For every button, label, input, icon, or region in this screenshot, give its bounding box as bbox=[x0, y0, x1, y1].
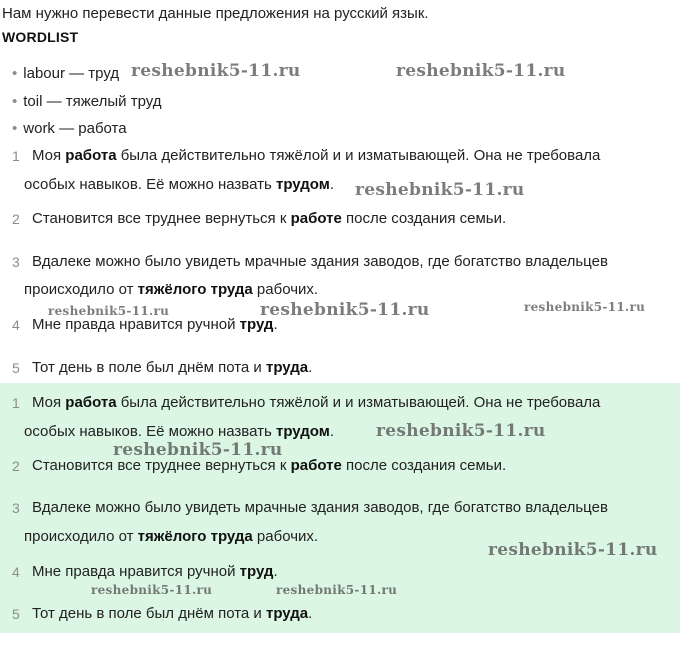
watermark: reshebnik5-11.ru bbox=[524, 300, 646, 314]
sentence-line: Становится все труднее вернуться к работе после создания семьи. bbox=[32, 210, 507, 227]
watermark: reshebnik5-11.ru bbox=[91, 583, 213, 597]
intro-text: Нам нужно перевести данные предложения на русский язык. bbox=[2, 5, 429, 22]
sentence-line: Тот день в поле был днём пота и труда. bbox=[32, 359, 313, 376]
sentence-number: 2 bbox=[12, 211, 20, 227]
sentence-number: 1 bbox=[12, 395, 20, 411]
bullet-icon: • bbox=[12, 93, 18, 110]
sentence-line: Моя работа была действительно тяжёлой и и изматывающей. Она не требовала bbox=[32, 147, 601, 164]
watermark: reshebnik5-11.ru bbox=[48, 304, 170, 318]
wordlist-item: • labour — труд bbox=[12, 65, 120, 82]
wordlist-item: • work — работа bbox=[12, 120, 127, 137]
sentence-number: 5 bbox=[12, 606, 20, 622]
sentence-number: 4 bbox=[12, 564, 20, 580]
sentence-number: 5 bbox=[12, 360, 20, 376]
watermark: reshebnik5-11.ru bbox=[488, 540, 658, 560]
bullet-icon: • bbox=[12, 65, 18, 82]
watermark: reshebnik5-11.ru bbox=[276, 583, 398, 597]
sentence-number: 2 bbox=[12, 458, 20, 474]
sentence-line: Становится все труднее вернуться к работе после создания семьи. bbox=[32, 457, 507, 474]
sentence-line: Мне правда нравится ручной труд. bbox=[32, 563, 278, 580]
wordlist-item: • toil — тяжелый труд bbox=[12, 93, 162, 110]
watermark: reshebnik5-11.ru bbox=[113, 440, 283, 460]
watermark: reshebnik5-11.ru bbox=[355, 180, 525, 200]
sentence-line: Вдалеке можно было увидеть мрачные здания заводов, где богатство владельцев bbox=[32, 253, 608, 270]
bullet-icon: • bbox=[12, 120, 18, 137]
sentence-number: 3 bbox=[12, 500, 20, 516]
sentence-line: происходило от тяжёлого труда рабочих. bbox=[24, 281, 319, 298]
sentence-number: 4 bbox=[12, 317, 20, 333]
sentence-line: особых навыков. Её можно назвать трудом. bbox=[24, 176, 335, 193]
sentence-line: особых навыков. Её можно назвать трудом. bbox=[24, 423, 335, 440]
watermark: reshebnik5-11.ru bbox=[131, 61, 301, 81]
sentence-number: 1 bbox=[12, 148, 20, 164]
sentence-line: Тот день в поле был днём пота и труда. bbox=[32, 605, 313, 622]
watermark: reshebnik5-11.ru bbox=[376, 421, 546, 441]
watermark: reshebnik5-11.ru bbox=[260, 300, 430, 320]
sentence-line: Моя работа была действительно тяжёлой и и изматывающей. Она не требовала bbox=[32, 394, 601, 411]
wordlist-title: WORDLIST bbox=[2, 29, 79, 45]
sentence-line: происходило от тяжёлого труда рабочих. bbox=[24, 528, 319, 545]
watermark: reshebnik5-11.ru bbox=[396, 61, 566, 81]
sentence-line: Мне правда нравится ручной труд. bbox=[32, 316, 278, 333]
sentence-number: 3 bbox=[12, 254, 20, 270]
sentence-line: Вдалеке можно было увидеть мрачные здания заводов, где богатство владельцев bbox=[32, 499, 608, 516]
